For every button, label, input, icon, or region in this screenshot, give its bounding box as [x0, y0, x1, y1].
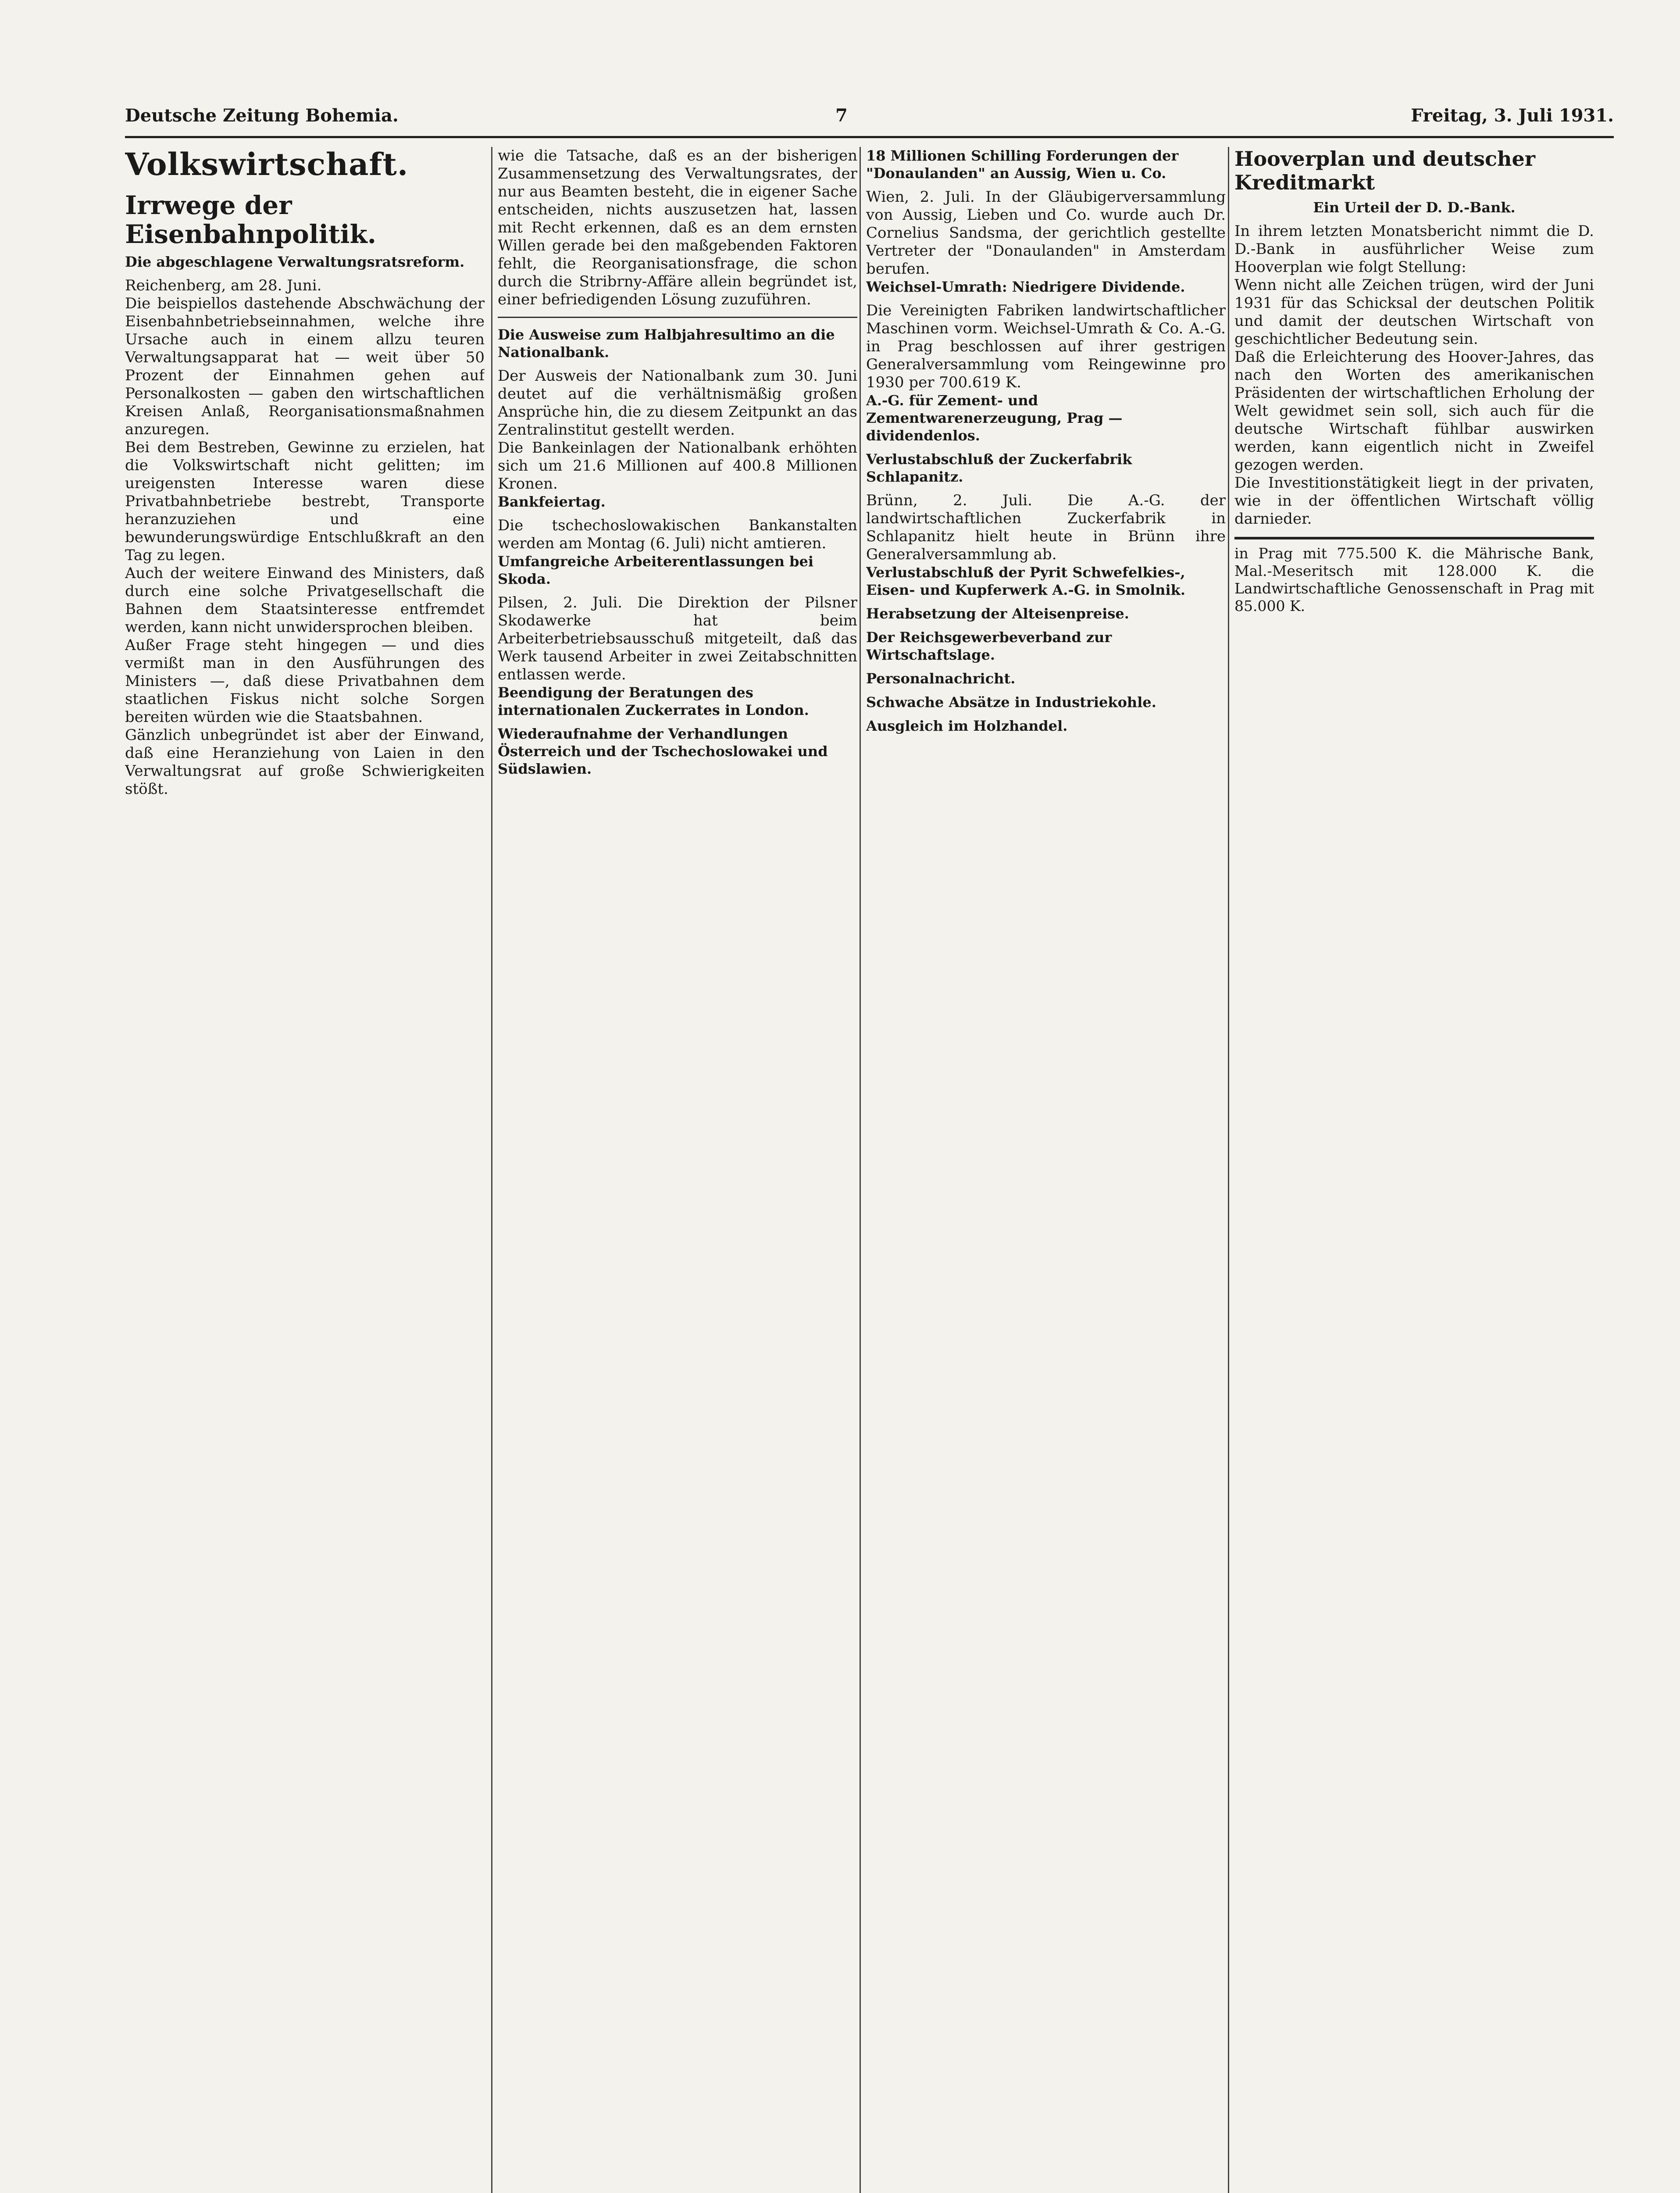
article-title: A.-G. für Zement- und Zementwarenerzeugung, Prag — dividendenlos. [866, 392, 1123, 444]
paragraph: Daß die Erleichterung des Hoover-Jahres, das nach den Worten des amerikanischen Präsidenten der wirtschaftlichen Erholung der Welt gewidmet sein soll, sich auch für die deutsche Wirtschaft fühlbar auswirken werden, kann eigentlich nicht in Zweifel gezogen werden. [1234, 348, 1594, 474]
column-1 [125, 147, 485, 2193]
paragraph: Die tschechoslowakischen Bankanstalten werden am Montag (6. Juli) nicht amtieren. [498, 517, 857, 552]
section-title: Volkswirtschaft. [125, 147, 409, 182]
column-4 [1234, 147, 1594, 2193]
article-title: Irrwege der Eisenbahnpolitik. [125, 190, 376, 249]
article-separator [498, 317, 857, 318]
article-title: Wiederaufnahme der Verhandlungen Österreich und der Tschechoslowakei und Südslawien. [498, 725, 828, 777]
paragraph: In ihrem letzten Monatsbericht nimmt die D. D.-Bank in ausführlicher Weise zum Hooverplan wie folgt Stellung: [1234, 222, 1594, 276]
paragraph: Gänzlich unbegründet ist aber der Einwand, daß eine Heranziehung von Laien in den Verwaltungsrat auf große Schwierigkeiten stößt. [125, 726, 485, 798]
paragraph: Bei dem Bestreben, Gewinne zu erzielen, hat die Volkswirtschaft nicht gelitten; im ureigensten Interesse waren diese Privatbahnbetriebe bestrebt, Transporte heranzuziehen und eine bewunderungswürdige Entschlußkraft an den Tag zu legen. [125, 439, 485, 564]
paragraph: Wien, 2. Juli. In der Gläubigerversammlung von Aussig, Lieben und Co. wurde auch Dr. Cornelius Sandsma, der gerichtlich gestellte Vertreter der "Donaulanden" in Amsterdam berufen. [866, 188, 1226, 278]
paragraph: Die Vereinigten Fabriken landwirtschaftlicher Maschinen vorm. Weichsel-Umrath & Co. A.-G. in Prag beschlossen auf ihrer gestrigen Generalversammlung vom Reingewinne pro 1930 per 700.619 K. [866, 302, 1226, 391]
paragraph: Die Investitionstätigkeit liegt in der privaten, wie in der öffentlichen Wirtschaft völlig darnieder. [1234, 474, 1594, 528]
column-divider [1228, 147, 1229, 2193]
paragraph: Außer Frage steht hingegen — und dies vermißt man in den Ausführungen des Ministers —, daß diese Privatbahnen dem staatlichen Fiskus nicht solche Sorgen bereiten würden wie die Staatsbahnen. [125, 636, 485, 726]
paragraph: Die Bankeinlagen der Nationalbank erhöhten sich um 21.6 Millionen auf 400.8 Millionen Kronen. [498, 439, 857, 493]
article-title: Umfangreiche Arbeiterentlassungen bei Skoda. [498, 553, 813, 587]
footnote: in Prag mit 775.500 K. die Mährische Bank, Mal.-Meseritsch mit 128.000 K. die Landwirtschaftliche Genossenschaft in Prag mit 85.000 K. [1234, 537, 1594, 615]
paragraph: Wenn nicht alle Zeichen trügen, wird der Juni 1931 für das Schicksal der deutschen Politik und damit der deutschen Wirtschaft von geschichtlicher Bedeutung sein. [1234, 276, 1594, 348]
column-3 [866, 147, 1226, 2193]
paragraph: Auch der weitere Einwand des Ministers, daß durch eine solche Privatgesellschaft die Bahnen dem Staatsinteresse entfremdet werden, kann nicht unwidersprochen bleiben. [125, 564, 485, 636]
column-2 [498, 147, 857, 2193]
article-title: Schwache Absätze in Industriekohle. [866, 694, 1156, 711]
article-title: Herabsetzung der Alteisenpreise. [866, 605, 1129, 622]
paragraph: Der Ausweis der Nationalbank zum 30. Juni deutet auf die verhältnismäßig großen Ansprüche hin, die zu diesem Zeitpunkt an das Zentralinstitut gestellt werden. [498, 367, 857, 439]
paragraph: Die beispiellos dastehende Abschwächung der Eisenbahnbetriebseinnahmen, welche ihre Ursache auch in einem allzu teuren Verwaltungsapparat hat — weit über 50 Prozent der Einnahmen gehen auf Personalkosten — gaben den wirtschaftlichen Kreisen Anlaß, Reorganisationsmaßnahmen anzuregen. [125, 295, 485, 438]
article-title: Ausgleich im Holzhandel. [866, 718, 1068, 734]
article-subtitle: Ein Urteil der D. D.-Bank. [1313, 199, 1516, 216]
article-title: Bankfeiertag. [498, 493, 606, 510]
article-title: Die Ausweise zum Halbjahresultimo an die Nationalbank. [498, 326, 835, 361]
column-divider [491, 147, 492, 2193]
article-title: Verlustabschluß der Pyrit Schwefelkies-, Eisen- und Kupferwerk A.-G. in Smolnik. [866, 564, 1185, 598]
article-title: Personalnachricht. [866, 670, 1016, 687]
article-title: Hooverplan und deutscher Kreditmarkt [1234, 147, 1536, 194]
article-subtitle: Die abgeschlagene Verwaltungsratsreform. [125, 254, 465, 270]
paper-name: Deutsche Zeitung Bohemia. [125, 105, 399, 126]
header-rule [125, 136, 1614, 138]
article-title: Beendigung der Beratungen des internationalen Zuckerrates in London. [498, 684, 809, 718]
article-title: Der Reichsgewerbeverband zur Wirtschaftslage. [866, 629, 1112, 663]
column-divider [860, 147, 861, 2193]
article-title: Weichsel-Umrath: Niedrigere Dividende. [866, 279, 1185, 295]
page-header [125, 105, 1614, 132]
dateline: Reichenberg, am 28. Juni. [125, 277, 322, 294]
paragraph: Brünn, 2. Juli. Die A.-G. der landwirtschaftlichen Zuckerfabrik in Schlapanitz hielt heute in Brünn ihre Generalversammlung ab. [866, 492, 1226, 563]
article-title: Verlustabschluß der Zuckerfabrik Schlapanitz. [866, 451, 1132, 485]
paragraph: Pilsen, 2. Juli. Die Direktion der Pilsner Skodawerke hat beim Arbeiterbetriebsausschuß mitgeteilt, daß das Werk tausend Arbeiter in zwei Zeitabschnitten entlassen werde. [498, 594, 857, 683]
page-number: 7 [835, 105, 848, 126]
paragraph: wie die Tatsache, daß es an der bisherigen Zusammensetzung des Verwaltungsrates, der nur aus Beamten besteht, die in eigener Sache entscheiden, nichts auszusetzen hat, lassen mit Recht erkennen, daß es an dem ernsten Willen gerade bei den maßgebenden Faktoren fehlt, die Reorganisationsfrage, die schon durch die Stribrny-Affäre allein begründet ist, einer befriedigenden Lösung zuzuführen. [498, 147, 857, 308]
article-title: 18 Millionen Schilling Forderungen der "Donaulanden" an Aussig, Wien u. Co. [866, 147, 1179, 182]
issue-date: Freitag, 3. Juli 1931. [1411, 105, 1614, 126]
